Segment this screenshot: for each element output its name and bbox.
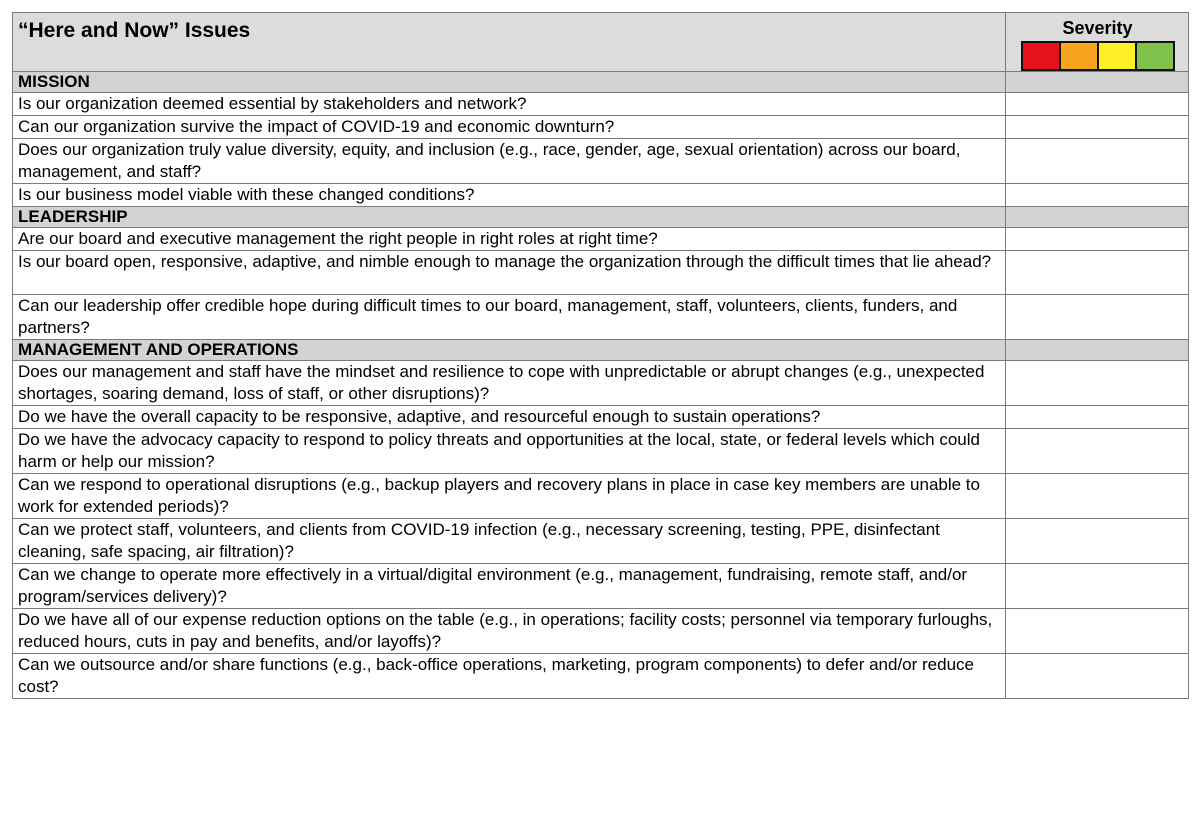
table-row xyxy=(13,228,1189,251)
question-cell: Does our management and staff have the mindset and resilience to cope with unpredictable or abrupt changes (e.g., unexpected shortages, soaring demand, loss of staff, or other disruptions)? xyxy=(13,361,1006,406)
question-cell: Is our business model viable with these changed conditions? xyxy=(13,184,1006,207)
question-cell: Can we outsource and/or share functions (e.g., back-office operations, marketing, program components) to defer and/or reduce cost? xyxy=(13,654,1006,699)
severity-cell[interactable] xyxy=(1006,228,1189,251)
section-title: MANAGEMENT AND OPERATIONS xyxy=(13,340,1006,361)
question-cell: Can our leadership offer credible hope during difficult times to our board, management, staff, volunteers, clients, funders, and partners? xyxy=(13,295,1006,340)
severity-scale xyxy=(1011,41,1184,71)
question-cell: Is our board open, responsive, adaptive, and nimble enough to manage the organization through the difficult times that lie ahead? xyxy=(13,251,1006,295)
section-severity-cell xyxy=(1006,340,1189,361)
question-cell: Is our organization deemed essential by stakeholders and network? xyxy=(13,93,1006,116)
header-title-cell xyxy=(13,13,1006,72)
question-cell: Does our organization truly value diversity, equity, and inclusion (e.g., race, gender, age, sexual orientation) across our board, management, and staff? xyxy=(13,139,1006,184)
question-cell: Are our board and executive management the right people in right roles at right time? xyxy=(13,228,1006,251)
table-row xyxy=(13,406,1189,429)
table-row xyxy=(13,609,1189,654)
question-cell: Do we have all of our expense reduction options on the table (e.g., in operations; facility costs; personnel via temporary furloughs, reduced hours, cuts in pay and benefits, and/or layoffs)? xyxy=(13,609,1006,654)
table-row xyxy=(13,654,1189,699)
severity-cell[interactable] xyxy=(1006,116,1189,139)
question-cell: Do we have the advocacy capacity to respond to policy threats and opportunities at the local, state, or federal levels which could harm or help our mission? xyxy=(13,429,1006,474)
table-row xyxy=(13,139,1189,184)
issues-table xyxy=(12,12,1189,699)
table-row xyxy=(13,474,1189,519)
severity-cell[interactable] xyxy=(1006,361,1189,406)
severity-cell[interactable] xyxy=(1006,406,1189,429)
page-title: “Here and Now” Issues xyxy=(18,19,251,42)
severity-cell[interactable] xyxy=(1006,564,1189,609)
question-cell: Do we have the overall capacity to be responsive, adaptive, and resourceful enough to sustain operations? xyxy=(13,406,1006,429)
severity-cell[interactable] xyxy=(1006,609,1189,654)
question-cell: Can we change to operate more effectively in a virtual/digital environment (e.g., management, fundraising, remote staff, and/or program/services delivery)? xyxy=(13,564,1006,609)
table-row xyxy=(13,519,1189,564)
severity-label: Severity xyxy=(1062,18,1133,38)
severity-orange-swatch xyxy=(1059,41,1099,71)
table-row xyxy=(13,116,1189,139)
severity-yellow-swatch xyxy=(1097,41,1137,71)
severity-cell[interactable] xyxy=(1006,295,1189,340)
severity-cell[interactable] xyxy=(1006,184,1189,207)
table-row xyxy=(13,295,1189,340)
table-row xyxy=(13,184,1189,207)
severity-header-cell xyxy=(1006,13,1189,72)
table-row xyxy=(13,361,1189,406)
severity-cell[interactable] xyxy=(1006,474,1189,519)
severity-red-swatch xyxy=(1021,41,1061,71)
section-row-mission xyxy=(13,72,1189,93)
table-row xyxy=(13,251,1189,295)
section-title: MISSION xyxy=(13,72,1006,93)
section-severity-cell xyxy=(1006,72,1189,93)
question-cell: Can we respond to operational disruptions (e.g., backup players and recovery plans in place in case key members are unable to work for extended periods)? xyxy=(13,474,1006,519)
section-row-management xyxy=(13,340,1189,361)
table-row xyxy=(13,93,1189,116)
section-title: LEADERSHIP xyxy=(13,207,1006,228)
question-cell: Can our organization survive the impact of COVID-19 and economic downturn? xyxy=(13,116,1006,139)
severity-cell[interactable] xyxy=(1006,654,1189,699)
section-severity-cell xyxy=(1006,207,1189,228)
table-header-row xyxy=(13,13,1189,72)
severity-cell[interactable] xyxy=(1006,139,1189,184)
table-row xyxy=(13,429,1189,474)
severity-green-swatch xyxy=(1135,41,1175,71)
severity-cell[interactable] xyxy=(1006,519,1189,564)
severity-cell[interactable] xyxy=(1006,429,1189,474)
severity-cell[interactable] xyxy=(1006,93,1189,116)
severity-cell[interactable] xyxy=(1006,251,1189,295)
section-row-leadership xyxy=(13,207,1189,228)
table-row xyxy=(13,564,1189,609)
question-cell: Can we protect staff, volunteers, and clients from COVID-19 infection (e.g., necessary screening, testing, PPE, disinfectant cleaning, safe spacing, air filtration)? xyxy=(13,519,1006,564)
